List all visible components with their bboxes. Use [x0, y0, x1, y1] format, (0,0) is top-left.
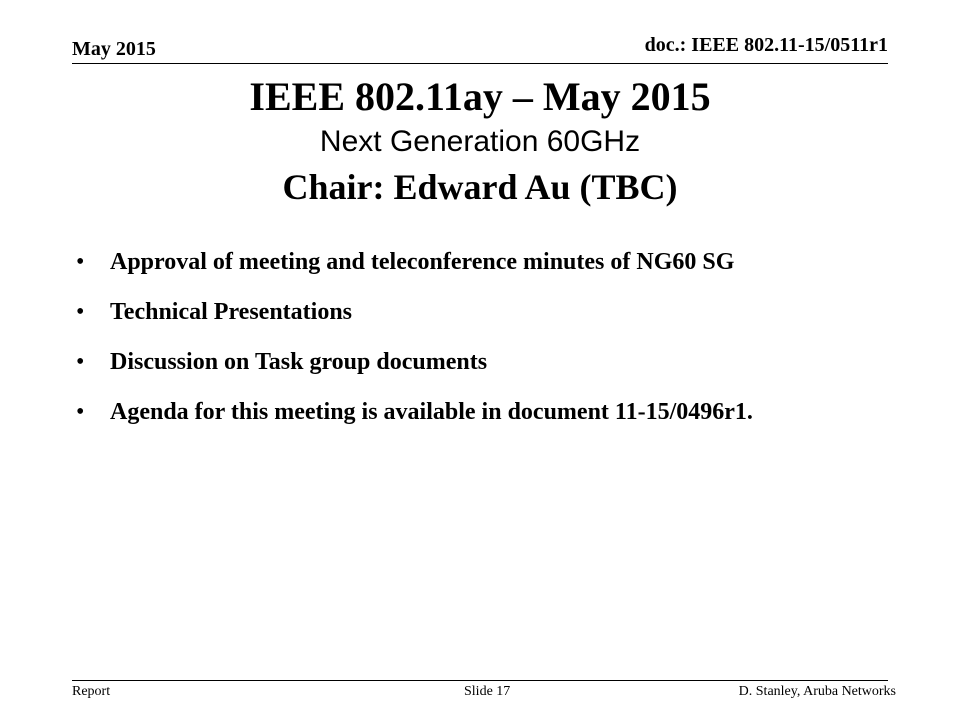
bullet-icon: •: [76, 349, 85, 375]
bullet-text: Discussion on Task group documents: [110, 349, 488, 375]
bullet-item: [72, 396, 852, 428]
bullet-item: [72, 246, 852, 278]
bullet-item: [72, 296, 852, 328]
bullet-text: Approval of meeting and teleconference minutes of NG60 SG: [110, 249, 735, 275]
header-date: May 2015: [72, 38, 156, 60]
header-rule: [72, 63, 888, 64]
footer-author: D. Stanley, Aruba Networks: [738, 684, 896, 699]
bullet-text: Technical Presentations: [110, 299, 353, 325]
bullet-icon: •: [76, 299, 85, 325]
slide-title: IEEE 802.11ay – May 2015: [249, 74, 711, 119]
bullet-list: [72, 246, 852, 446]
bullet-icon: •: [76, 249, 85, 275]
bullet-icon: •: [76, 399, 85, 425]
header-doc-id: doc.: IEEE 802.11-15/0511r1: [644, 34, 888, 56]
bullet-text: Agenda for this meeting is available in document 11-15/0496r1.: [110, 399, 753, 425]
footer-left: Report: [72, 684, 111, 699]
title-block: [140, 72, 820, 212]
slide-chair: Chair: Edward Au (TBC): [282, 167, 678, 207]
slide-subtitle: Next Generation 60GHz: [319, 125, 641, 158]
bullet-item: [72, 346, 852, 378]
footer-rule: [72, 680, 888, 681]
footer-slide-number: Slide 17: [464, 684, 511, 699]
